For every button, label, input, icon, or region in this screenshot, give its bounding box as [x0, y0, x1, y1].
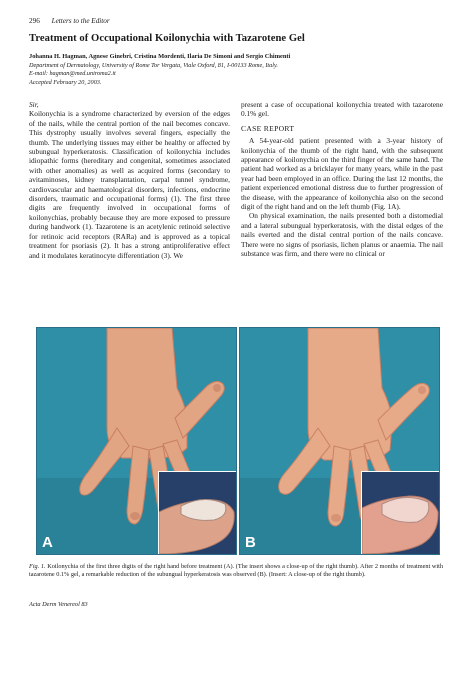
page-number: 296 [29, 17, 40, 25]
right-column [241, 100, 443, 259]
examination-paragraph: On physical examination, the nails presented both a distomedial and a lateral subungual hyperkeratosis, with the distal edges of the nails everted and the distal central portion of the nails concave. There were no signs of psoriasis, lichen planus or anaemia. The nail substance was firm, and there were no clinical or [241, 211, 443, 259]
thumb-closeup-inset-a [158, 471, 236, 554]
affiliation-block [29, 62, 449, 87]
figure-caption [29, 563, 443, 580]
running-head [29, 17, 110, 25]
running-title: Letters to the Editor [51, 17, 110, 25]
thumb-closeup-inset-b [361, 471, 439, 554]
thumb-closeup-photo-b [362, 472, 439, 554]
journal-footer: Acta Derm Venereol 83 [29, 601, 88, 608]
affiliation: Department of Dermatology, University of Rome Tor Vergata, Viale Oxford, 81, I-00133 Rome, Italy. [29, 62, 278, 69]
case-paragraph: A 54-year-old patient presented with a 3-year history of koilonychia of the thumb of the right hand, with the subsequent appearance of koilonychia on the third finger of the same hand. The patient had worked as a bricklayer for many years, while in the past year had been employed in an office. During the last 12 months, the patient experienced emotional distress due to further progression of the disease, with the appearance of koilonychia also on the second digit of the right hand and on the left thumb (Fig. 1A). [241, 136, 443, 212]
thumb-closeup-photo-a [159, 472, 236, 554]
salutation: Sir, [29, 100, 39, 109]
intro-paragraph: Koilonychia is a syndrome characterized by eversion of the edges of the nails, while the central portion of the nail becomes concave. This dystrophy usually involves several fingers, especially the thumb. The underlying tissues may either be healthy or affected by subungual hyperkeratosis. Classification of koilonychia includes idiopathic forms (hereditary and congenital, sometimes associated with other anomalies) as well as acquired forms (secondary to avitaminoses, kidney transplantation, carpal tunnel syndrome, cardiovascular and haematological disorders, infections, endocrine disorders, traumatic and occupational forms) (1). The first three digits are frequently involved in occupational forms of koilonychias, probably because they are more exposed to pressure during handwork (1). Tazarotene is an acetylenic retinoid selective for retinoic acid receptors (RARa) and is approved as a topical treatment for psoriasis (2). It has a strong antiproliferative effect and it modulates keratinocyte differentiation (3). We [29, 109, 230, 260]
figure-panel-b [239, 327, 440, 555]
intro-continuation: present a case of occupational koilonychia treated with tazarotene 0.1% gel. [241, 100, 443, 119]
figure-panel-a [36, 327, 237, 555]
caption-text: Koilonychia of the first three digits of the right hand before treatment (A). (The insert shows a close-up of the right thumb). After 2 months of treatment with tazarotene 0.1% gel, a remarkable reduction of the subungual hyperkeratosis was observed (B). (Insert: A close-up of the right thumb). [29, 563, 443, 579]
section-heading-case-report: CASE REPORT [241, 123, 295, 133]
accepted-date: Accepted February 20, 2003. [29, 78, 102, 86]
panel-label-a: A [42, 534, 53, 551]
article-title: Treatment of Occupational Koilonychia with Tazarotene Gel [29, 33, 305, 44]
author-list: Johanna H. Hagman, Agnese Ginebri, Cristina Mordenti, Ilaria De Simoni and Sergio Chimenti [29, 53, 291, 60]
author-email: E-mail: hagman@med.uniroma2.it [29, 70, 116, 78]
caption-label: Fig. 1. [29, 563, 46, 570]
panel-label-b: B [245, 534, 256, 551]
left-column [29, 100, 230, 260]
